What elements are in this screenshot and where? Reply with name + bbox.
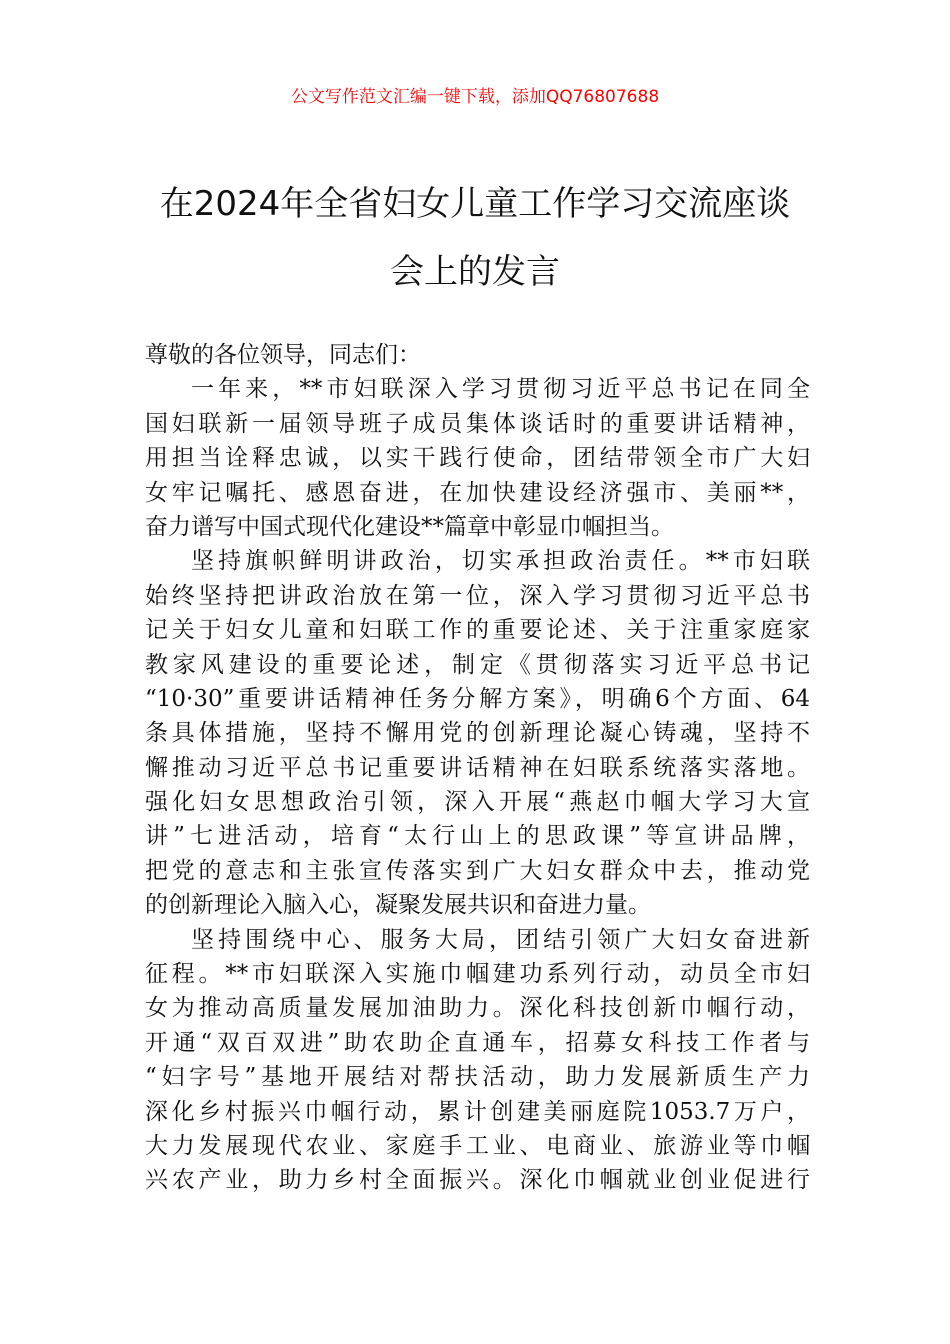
body-line: “妇字号”基地开展结对帮扶活动，助力发展新质生产力 — [145, 1064, 810, 1091]
body-line: 坚持围绕中心、服务大局，团结引领广大妇女奋进新 — [191, 926, 810, 953]
body-line: 坚持旗帜鲜明讲政治，切实承担政治责任。**市妇联 — [191, 548, 810, 575]
body-line: 开通“双百双进”助农助企直通车，招募女科技工作者与 — [145, 1029, 810, 1056]
body-line: 奋力谱写中国式现代化建设**篇章中彰显巾帼担当。 — [145, 513, 674, 540]
body-line: 讲”七进活动，培育“太行山上的思政课”等宣讲品牌， — [145, 823, 810, 850]
body-line: 把党的意志和主张宣传落实到广大妇女群众中去，推动党 — [145, 857, 810, 884]
body-line: 始终坚持把讲政治放在第一位，深入学习贯彻习近平总书 — [145, 582, 810, 609]
header-note: 公文写作范文汇编一键下载，添加QQ76807688 — [290, 87, 660, 107]
body-line: 女牢记嘱托、感恩奋进，在加快建设经济强市、美丽**， — [145, 479, 810, 506]
body-line: 条具体措施，坚持不懈用党的创新理论凝心铸魂，坚持不 — [145, 720, 810, 747]
body-line: 深化乡村振兴巾帼行动，累计创建美丽庭院1053.7万户， — [145, 1098, 810, 1125]
body-line: 用担当诠释忠诚，以实干践行使命，团结带领全市广大妇 — [145, 445, 810, 472]
document-title-line-1: 在2024年全省妇女儿童工作学习交流座谈 — [159, 184, 791, 224]
body-line: 征程。**市妇联深入实施巾帼建功系列行动，动员全市妇 — [145, 961, 810, 988]
body-line: 强化妇女思想政治引领，深入开展“燕赵巾帼大学习大宣 — [145, 789, 810, 816]
body-line: 女为推动高质量发展加油助力。深化科技创新巾帼行动， — [145, 995, 810, 1022]
body-line: 兴农产业，助力乡村全面振兴。深化巾帼就业创业促进行 — [145, 1167, 810, 1194]
body-line: 教家风建设的重要论述，制定《贯彻落实习近平总书记 — [145, 651, 810, 678]
document-title-line-2: 会上的发言 — [390, 252, 560, 292]
body-line: 国妇联新一届领导班子成员集体谈话时的重要讲话精神， — [145, 410, 810, 437]
body-line: “10·30”重要讲话精神任务分解方案》，明确6个方面、64 — [145, 685, 810, 712]
body-line: 一年来，**市妇联深入学习贯彻习近平总书记在同全 — [191, 376, 810, 403]
salutation: 尊敬的各位领导，同志们： — [145, 342, 421, 368]
document-body — [145, 338, 810, 1198]
body-line: 的创新理论入脑入心，凝聚发展共识和奋进力量。 — [145, 892, 651, 919]
body-line: 懈推动习近平总书记重要讲话精神在妇联系统落实落地。 — [145, 754, 810, 781]
body-line: 记关于妇女儿童和妇联工作的重要论述、关于注重家庭家 — [145, 617, 810, 644]
body-line: 大力发展现代农业、家庭手工业、电商业、旅游业等巾帼 — [145, 1132, 810, 1159]
